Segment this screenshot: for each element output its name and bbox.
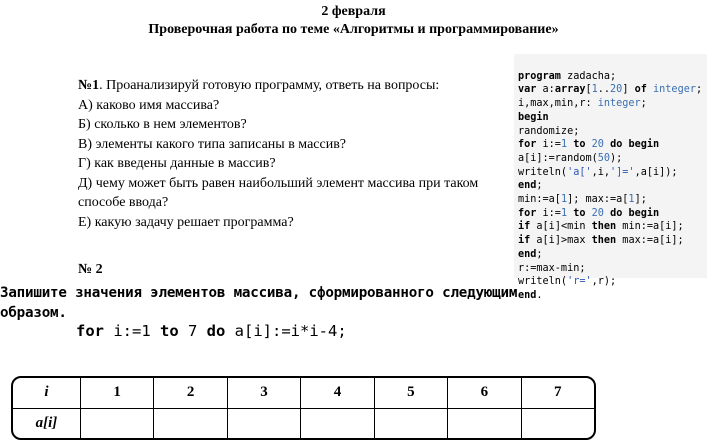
index-cell: 2 [154,378,227,408]
worksheet-title: Проверочная работа по теме «Алгоритмы и программирование» [148,22,559,37]
index-cell: 3 [227,378,300,408]
table-row-index [13,378,594,408]
task2-number: № 2 [78,262,103,277]
row-header-i: i [13,378,80,408]
code-line: end. [518,289,543,301]
code-line: a[i]:=random(50); [518,152,623,164]
value-cell[interactable] [374,408,447,438]
code-line: begin [518,111,549,123]
code-line: for i:=1 to 20 do begin [518,139,660,151]
index-cell: 6 [448,378,521,408]
task1-question-e: Е) какую задачу решает программа? [78,214,294,230]
task1-intro-line [78,76,508,96]
row-header-ai: a[i] [13,408,80,438]
index-cell: 4 [301,378,374,408]
code-line: var a:array[1..20] of integer; [518,84,703,96]
code-line: for i:=1 to 20 do begin [518,207,660,219]
task1-block [78,76,508,232]
code-line: writeln('a[',i,']=',a[i]); [518,166,678,178]
value-cell[interactable] [227,408,300,438]
program-listing [514,54,707,301]
index-cell: 5 [374,378,447,408]
code-line: i,max,min,r: integer; [518,98,647,110]
task1-question-v: В) элементы какого типа записаны в массив? [78,136,347,152]
index-cell: 7 [521,378,594,408]
value-cell[interactable] [301,408,374,438]
task1-number: №1 [78,78,100,93]
task2-text: Запишите значения элементов массива, сформированного следующим образом. [0,285,518,321]
task1-question-d: Д) чему может быть равен наибольший элемент массива при таком способе ввода? [78,175,479,210]
code-line: min:=a[1]; max:=a[1]; [518,194,647,206]
value-cell[interactable] [80,408,153,438]
answer-table [11,376,596,440]
code-line: program zadacha; [518,70,617,82]
code-line: if a[i]<min then min:=a[i]; [518,221,684,233]
table-row-values [13,408,594,438]
task1-intro: . Проанализируй готовую программу, ответь на вопросы: [99,78,440,93]
value-cell[interactable] [521,408,594,438]
code-line: end; [518,180,543,192]
worksheet-date: 2 февраля [321,4,386,19]
index-cell: 1 [80,378,153,408]
task1-question-b: Б) сколько в нем элементов? [78,117,247,132]
code-line: if a[i]>max then max:=a[i]; [518,235,684,247]
task1-question-a: А) каково имя массива? [78,97,220,113]
task1-question-g: Г) как введены данные в массив? [78,156,276,171]
code-line: randomize; [518,125,580,137]
code-line: writeln('r=',r); [518,276,617,288]
code-line: end; [518,248,543,260]
value-cell[interactable] [448,408,521,438]
code-line: r:=max-min; [518,262,586,274]
value-cell[interactable] [154,408,227,438]
task2-code: for i:=1 to 7 do a[i]:=i*i-4; [76,322,347,340]
